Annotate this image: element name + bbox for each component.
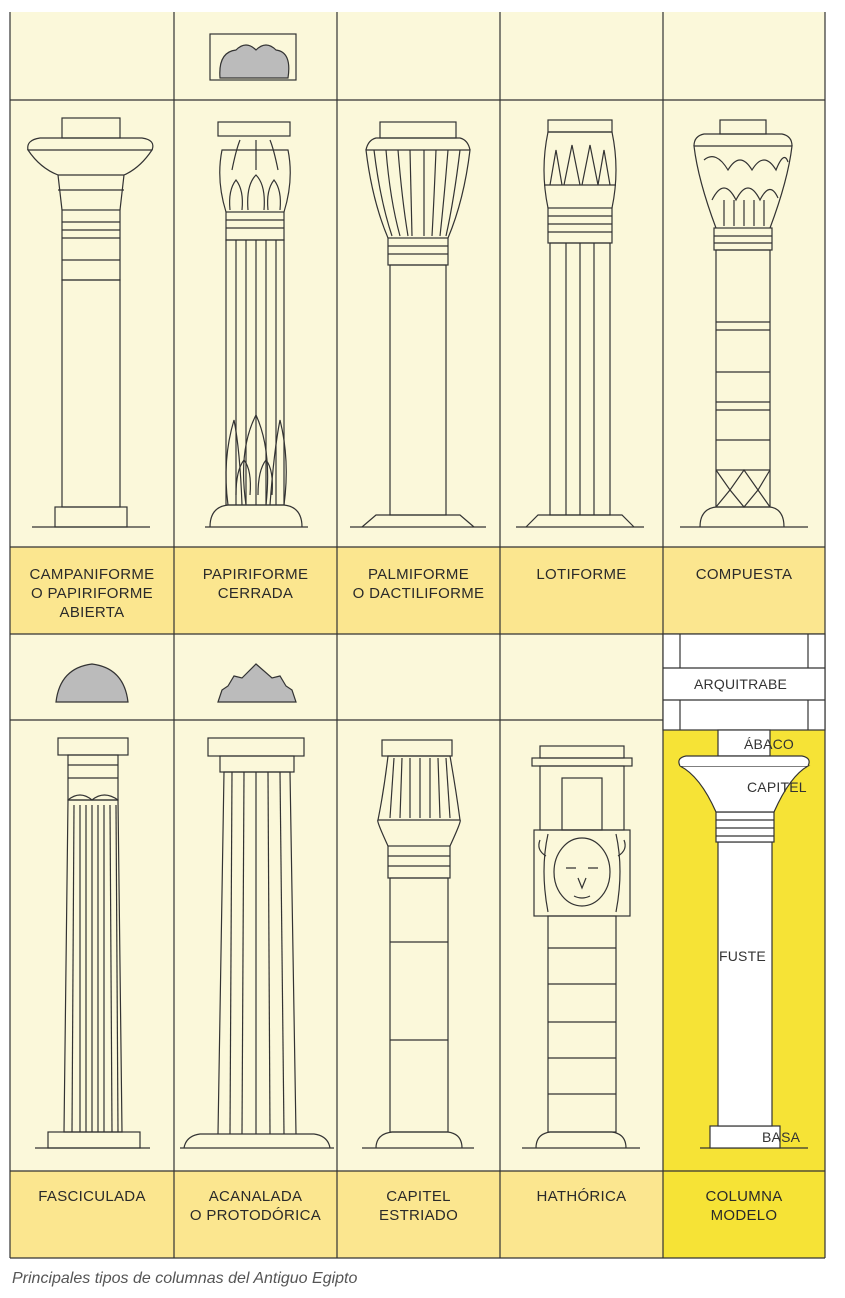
label-campaniform: CAMPANIFORME O PAPIRIFORME ABIERTA: [29, 566, 155, 621]
part-label-abacus: ÁBACO: [744, 736, 795, 752]
part-label-architrave: ARQUITRABE: [694, 676, 788, 692]
label-fluted-capital: CAPITEL ESTRIADO: [378, 1188, 459, 1224]
label-fasciculate: FASCICULADA: [38, 1188, 146, 1205]
label-model-column: COLUMNA MODELO: [705, 1188, 783, 1224]
figure-caption: Principales tipos de columnas del Antiguo Egipto: [12, 1270, 358, 1287]
label-closed-papyriform: PAPIRIFORME CERRADA: [202, 566, 309, 602]
label-palmiform: PALMIFORME O DACTILIFORME: [352, 566, 485, 602]
part-label-base: BASA: [762, 1129, 801, 1145]
top-panel-bg: [10, 12, 825, 547]
label-lotiform: LOTIFORME: [536, 566, 627, 583]
part-label-shaft: FUSTE: [719, 948, 766, 964]
part-label-capital: CAPITEL: [747, 779, 807, 795]
label-fluted-protodoric: ACANALADA O PROTODÓRICA: [189, 1188, 322, 1224]
label-hathoric: HATHÓRICA: [536, 1188, 627, 1205]
label-composite: COMPUESTA: [695, 566, 793, 583]
